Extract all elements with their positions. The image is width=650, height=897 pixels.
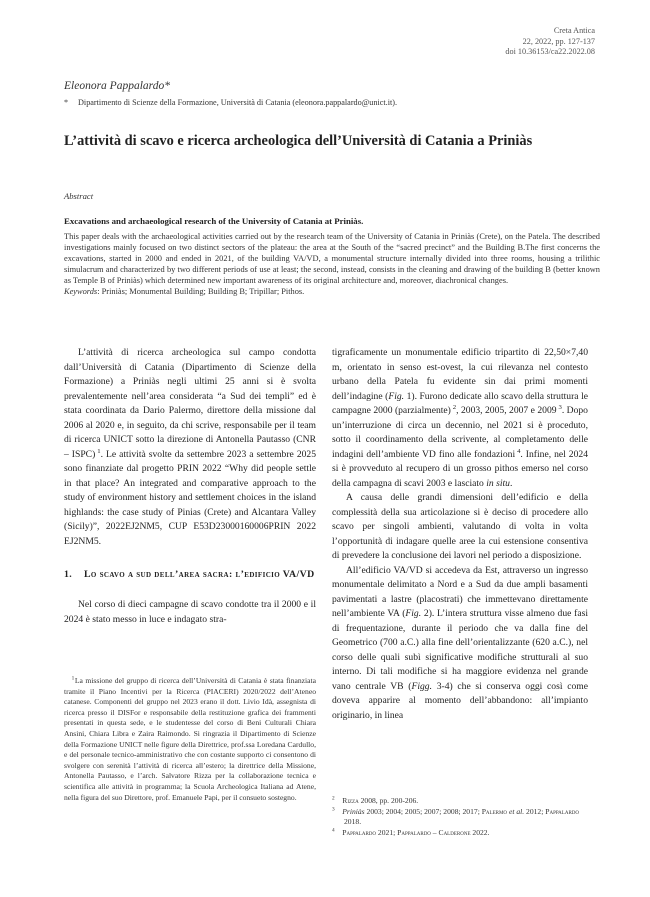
footnote: $^3$ Priniàs 2003; 2004; 2005; 2007; 2008; 2017; Palermo et al. 2012; Pappalardo 2018. [332, 806, 580, 827]
doi[interactable]: doi 10.36153/ca22.2022.08 [505, 47, 595, 56]
paragraph: L’attività di ricerca archeologica sul campo condotta dall’Università di Catania (Dipartimento di Scienze della Formazione) a Priniàs negli ultimi 25 anni si è svolta prevalentemente nell’area considerata “a Sud dei templi” ed è stata coordinata da Dario Palermo, direttore della missione dal 2006 al 2020 e, in seguito, da chi scrive, responsabile per il team di ricerca UNICT sotto la direzione di Antonella Pautasso (CNR – ISPC) $^1$. Le attività svolte da settembre 2023 a settembre 2025 sono finanziate dal progetto PRIN 2022 “Why did people settle in that place? An integrated and comparative approach to the study of environment history and settlement choices in the island highlands: the case study of Pinias (Crete) and Alcantara Valley (Sicily)”, 2022EJ2NM5, CUP E53D23000160006PRIN 2022 EJ2NM5. [64, 347, 317, 547]
body-column-left [64, 346, 316, 627]
body-column-right [332, 346, 588, 723]
paragraph: All’edificio VA/VD si accedeva da Est, attraverso un ingresso monumentale delimitato a Nord e a Sud da due ampli basamenti pavimentati a lastre (placostrati) che immettevano direttamente nell’ambiente VA (Fig. 2). L’intera struttura visse almeno due fasi di frequentazione, durante il periodo che va dalla fine del Geometrico (700 a.C.) alla fine dell’orientalizzante (620 a.C.), nel corso delle quali subì significative modifiche strutturali al suo interno. Di tali modifiche si ha maggiore evidenza nel grande vano centrale VB (Figg. 3-4) che si conserva oggi così come doveva apparire al momento dell’abbandono: all’impianto originario, in linea [332, 564, 588, 721]
keywords-label: Keywords [64, 287, 98, 296]
footnote-number: 2 [332, 795, 335, 802]
footnote-ref[interactable]: 3 [558, 403, 562, 411]
section-title: Lo scavo a sud dell’area sacra: l’edificio VA/VD [84, 569, 315, 580]
volume-pages: 22, 2022, pp. 127-137 [522, 36, 595, 46]
journal-name: Creta Antica [553, 26, 595, 35]
abstract-title: Excavations and archaeological research of the University of Catania at Priniàs. [64, 216, 364, 226]
footnote-number: 1 [71, 675, 75, 682]
paragraph: Nel corso di dieci campagne di scavo condotte tra il 2000 e il 2024 è stato messo in luce e indagato stra- [64, 599, 316, 625]
keywords: : Priniàs; Monumental Building; Building B; Tripillar; Pithos. [97, 287, 305, 296]
running-head [505, 26, 595, 58]
footnote-ref[interactable]: 4 [517, 447, 521, 455]
abstract-body [64, 231, 600, 297]
footnotes-right [332, 796, 588, 838]
article-title: L’attività di scavo e ricerca archeologica dell’Università di Catania a Priniàs [64, 133, 533, 149]
affiliation-mark: * [64, 98, 69, 107]
footnote: $^2$ Rizza 2008, pp. 200-206. [332, 795, 419, 805]
abstract-text: This paper deals with the archaeological activities carried out by the research team of the University of Catania in Priniàs (Crete), on the Patela. The described investigations mainly focused on two distinct sectors of the plateau: the area at the South of the “sacred precinct” and the Building B.The first concerns the excavations, started in 2000 and ended in 2021, of the building VA/VD, a monumental structure internally divided into three rooms, housing a trilithic simulacrum and characterized by two different periods of use at least; the second, instead, consists in the cleaning and drawing of the building B (better known as Temple B of Priniàs) which determined new important awareness of its original architecture and, moreover, diachronical changes. [64, 232, 600, 285]
author-affiliation [64, 98, 397, 107]
footnote: $^1$ La missione del gruppo di ricerca dell’Università di Catania è stata finanziata tramite il Piano Incentivi per la Ricerca (PIACERI) 2020/2022 dell’Ateneo catanese. Componenti del gruppo nel 2023 erano il dott. Livio Idà, assegnista di ricerca presso il DISFor e responsabile della restituzione grafica dei frammenti presentati in questa sede, e le studentesse del corso di Beni Culturali Chiara Ansini, Chiara Libra e Zaira Raimondo. Si ringrazia il Dipartimento di Scienze della Formazione UNICT nelle figure della Direttrice, prof.ssa Loredana Cardullo, e del personale tecnico-amministrativo che con costante supporto ci consentono di svolgere con serenità l’attività di ricerca all’estero; la direttrice della Missione, Antonella Pautasso, e l’arch. Salvatore Rizza per la collaborazione tecnica e scientifica alle attività in programma; la Scuola Archeologica Italiana ad Atene, nella figura del suo Direttore, prof. Emanuele Papi, per il consueto sostegno. [64, 675, 316, 802]
figure-ref[interactable]: Figg. [411, 680, 432, 692]
footnote-ref[interactable]: 1 [97, 447, 101, 455]
footnote-number: 3 [332, 806, 335, 813]
section-number: 1. [64, 569, 73, 580]
keywords-line [64, 286, 600, 297]
author-name: Eleonora Pappalardo* [64, 80, 170, 92]
section-heading [64, 568, 316, 581]
footnote-ref[interactable]: 2 [452, 403, 457, 411]
paragraph: A causa delle grandi dimensioni dell’edificio e della complessità della sua articolazione si è deciso di procedere allo scavo per singoli ambienti, valutando di volta in volta l’opportunità di indagare quelle aree la cui estensione consentiva di prevedere la conclusione dei lavori nel periodo a disposizione. [332, 492, 588, 561]
figure-ref[interactable]: Fig. [405, 608, 422, 619]
affiliation-text: Dipartimento di Scienze della Formazione, Università di Catania (eleonora.pappalardo@unict.it). [78, 98, 398, 107]
footnote: $^4$ Pappalardo 2021; Pappalardo – Calderone 2022. [332, 827, 490, 837]
footnotes-left [64, 676, 316, 803]
paragraph: tigraficamente un monumentale edificio tripartito di 22,50×7,40 m, orientato in senso est-ovest, la cui rilevanza nel contesto urbano della Patela fu evidente sin dai primi momenti dell’indagine (Fig. 1). Furono dedicate allo scavo della struttura le campagne 2000 (parzialmente) $^2$, 2003, 2005, 2007 e 2009 $^3$. Dopo un’interruzione di circa un decennio, nel 2021 si è proceduto, sotto il coordinamento della scrivente, al completamento delle indagini dell’ambiente VD fino alle fondazioni $^4$. Infine, nel 2024 si è provveduto al recupero di un grosso pithos emerso nel corso della campagna di scavi 2003 e lasciato in situ. [332, 347, 588, 489]
figure-ref[interactable]: Fig. [388, 390, 405, 402]
footnote-number: 4 [332, 827, 335, 834]
abstract-label: Abstract [64, 191, 94, 201]
